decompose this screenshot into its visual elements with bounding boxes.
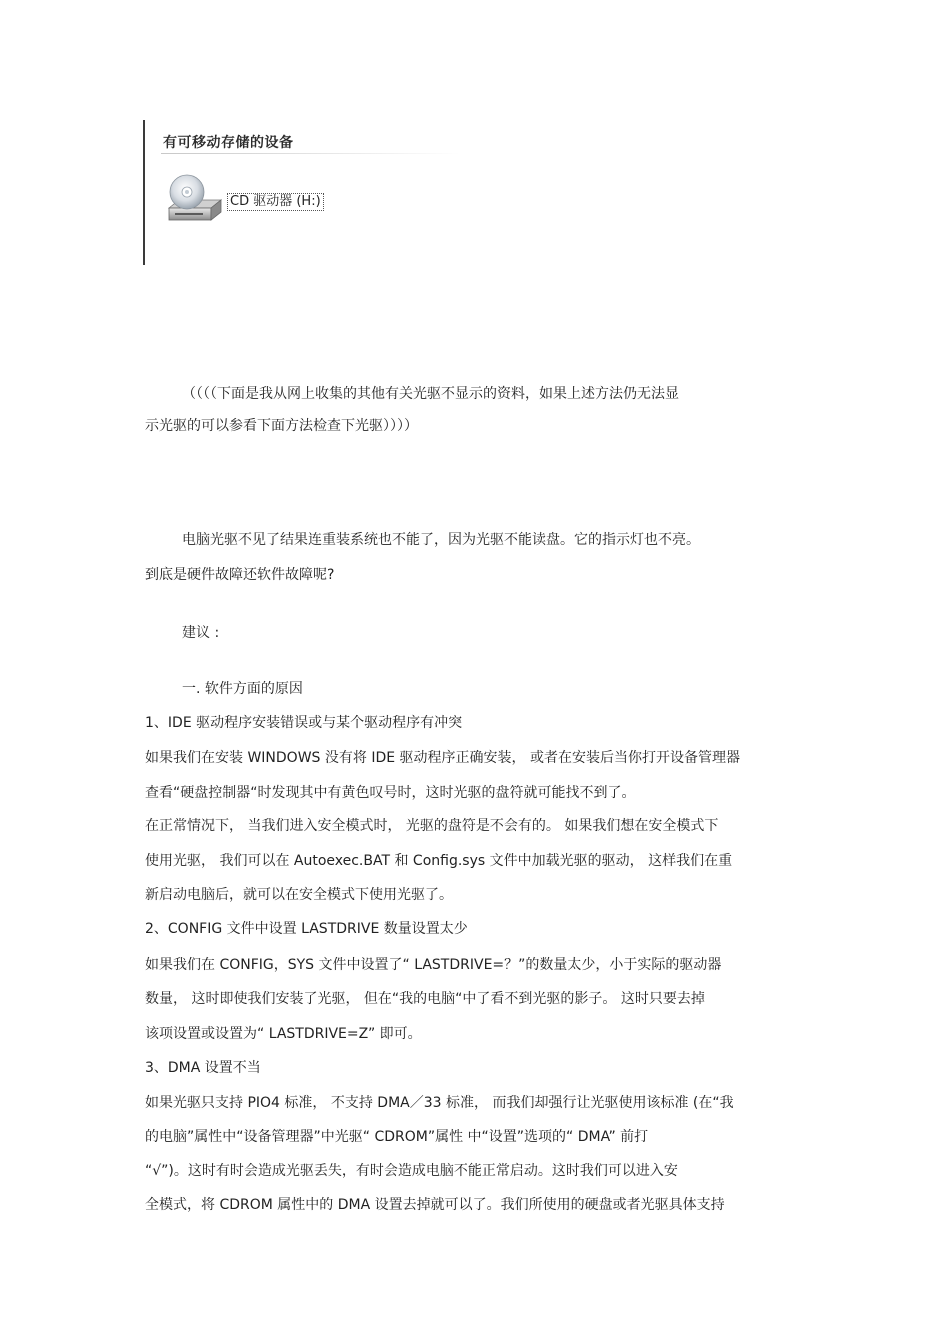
item-2-line-1: 如果我们在 CONFIG，SYS 文件中设置了“ LASTDRIVE=？”的数量太少，小于实际的驱动器 bbox=[145, 957, 722, 973]
section-divider bbox=[161, 153, 461, 154]
item-1-heading: 1、IDE 驱动程序安装错误或与某个驱动程序有冲突 bbox=[145, 715, 463, 731]
screenshot-panel bbox=[143, 120, 485, 265]
item-2-line-3: 该项设置或设置为“ LASTDRIVE=Z” 即可。 bbox=[145, 1026, 422, 1042]
suggestion-heading: 建议 : bbox=[182, 625, 220, 641]
item-3-line-4: 全模式，将 CDROM 属性中的 DMA 设置去掉就可以了。我们所使用的硬盘或者光驱具体支持 bbox=[145, 1197, 725, 1213]
item-3-heading: 3、DMA 设置不当 bbox=[145, 1060, 261, 1076]
item-2-line-2: 数量， 这时即使我们安装了光驱， 但在“我的电脑“中了看不到光驱的影子。 这时只要去掉 bbox=[145, 991, 705, 1007]
intro-line-2: 示光驱的可以参看下面方法检查下光驱）））） bbox=[145, 418, 418, 434]
intro-line-1: （（（（下面是我从网上收集的其他有关光驱不显示的资料，如果上述方法仍无法显 bbox=[182, 386, 679, 402]
item-1-line-4: 使用光驱， 我们可以在 Autoexec.BAT 和 Config.sys 文件中加载光驱的驱动， 这样我们在重 bbox=[145, 853, 733, 869]
item-3-line-2: 的电脑”属性中“设备管理器”中光驱“ CDROM”属性 中“设置”选项的“ DMA” 前打 bbox=[145, 1129, 649, 1145]
para-line-1: 电脑光驱不见了结果连重装系统也不能了，因为光驱不能读盘。它的指示灯也不亮。 bbox=[182, 532, 700, 548]
section-heading: 一. 软件方面的原因 bbox=[182, 681, 303, 697]
item-3-line-1: 如果光驱只支持 PIO4 标准， 不支持 DMA／33 标准， 而我们却强行让光驱使用该标准 (在“我 bbox=[145, 1095, 734, 1111]
section-title: 有可移动存储的设备 bbox=[163, 135, 294, 151]
item-3-line-3: “√”)。这时有时会造成光驱丢失，有时会造成电脑不能正常启动。这时我们可以进入安 bbox=[145, 1163, 678, 1179]
item-2-heading: 2、CONFIG 文件中设置 LASTDRIVE 数量设置太少 bbox=[145, 921, 468, 937]
para-line-2: 到底是硬件故障还软件故障呢? bbox=[145, 567, 335, 583]
item-1-line-2: 查看“硬盘控制器“时发现其中有黄色叹号时，这时光驱的盘符就可能找不到了。 bbox=[145, 785, 636, 801]
item-1-line-1: 如果我们在安装 WINDOWS 没有将 IDE 驱动程序正确安装， 或者在安装后当你打开设备管理器 bbox=[145, 750, 740, 766]
drive-label[interactable]: CD 驱动器 (H:) bbox=[227, 193, 324, 211]
item-1-line-5: 新启动电脑后，就可以在安全模式下使用光驱了。 bbox=[145, 887, 453, 903]
item-1-line-3: 在正常情况下， 当我们进入安全模式时， 光驱的盘符是不会有的。 如果我们想在安全模式下 bbox=[145, 818, 719, 834]
cd-drive-icon[interactable] bbox=[165, 170, 225, 230]
